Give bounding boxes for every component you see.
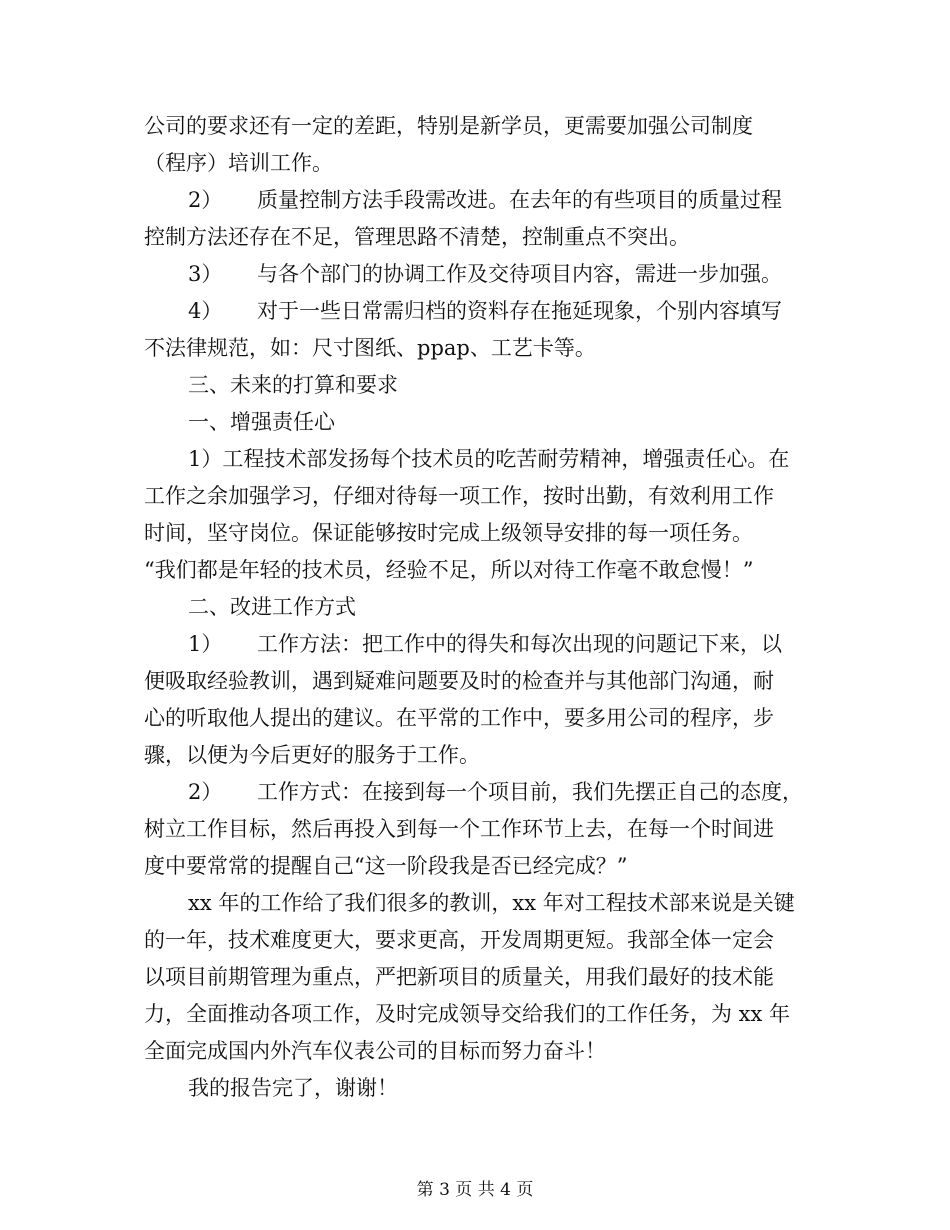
quote-line: “我们都是年轻的技术员，经验不足，所以对待工作毫不敢怠慢！” — [144, 558, 754, 582]
text-line: 便吸取经验教训，遇到疑难问题要及时的检查并与其他部门沟通，耐 — [144, 669, 774, 693]
text-line: 骤，以便为今后更好的服务于工作。 — [144, 743, 480, 767]
item-number: 4） — [188, 299, 223, 323]
item-text: 质量控制方法手段需改进。在去年的有些项目的质量过程 — [257, 188, 782, 212]
item-number: 2） — [188, 780, 223, 804]
text-line: 不法律规范，如：尺寸图纸、ppap、工艺卡等。 — [144, 336, 596, 360]
text-line: 度中要常常的提醒自己“这一阶段我是否已经完成？” — [144, 854, 628, 878]
item-number: 2） — [188, 188, 223, 212]
item-text: 工作方式：在接到每一个项目前，我们先摆正自己的态度， — [257, 780, 803, 804]
item-number: 1） — [188, 632, 223, 656]
text-line: （程序）培训工作。 — [144, 151, 333, 175]
item-text: 对于一些日常需归档的资料存在拖延现象，个别内容填写 — [257, 299, 782, 323]
text-line: 控制方法还存在不足，管理思路不清楚，控制重点不突出。 — [144, 225, 690, 249]
section-heading: 三、未来的打算和要求 — [188, 373, 398, 397]
item-number: 3） — [188, 262, 223, 286]
subsection-heading: 二、改进工作方式 — [188, 595, 356, 619]
numbered-line — [144, 626, 804, 663]
document-body — [144, 108, 804, 1107]
item-text: 工作方法：把工作中的得失和每次出现的问题记下来，以 — [257, 632, 782, 656]
text-line: 全面完成国内外汽车仪表公司的目标而努力奋斗！ — [144, 1039, 606, 1063]
text-line: 心的听取他人提出的建议。在平常的工作中，要多用公司的程序，步 — [144, 706, 774, 730]
numbered-line — [144, 256, 804, 293]
text-line: 1）工程技术部发扬每个技术员的吃苦耐劳精神，增强责任心。在 — [188, 447, 790, 471]
text-line: 公司的要求还有一定的差距，特别是新学员，更需要加强公司制度 — [144, 114, 753, 138]
subsection-heading: 一、增强责任心 — [188, 410, 335, 434]
item-text: 与各个部门的协调工作及交待项目内容，需进一步加强。 — [257, 262, 782, 286]
text-line: xx 年的工作给了我们很多的教训，xx 年对工程技术部来说是关键 — [188, 891, 795, 915]
text-line: 的一年，技术难度更大，要求更高，开发周期更短。我部全体一定会 — [144, 928, 774, 952]
text-line: 工作之余加强学习，仔细对待每一项工作，按时出勤，有效利用工作 — [144, 484, 774, 508]
text-line: 时间，坚守岗位。保证能够按时完成上级领导安排的每一项任务。 — [144, 521, 753, 545]
numbered-line — [144, 293, 804, 330]
page-number-footer: 第 3 页 共 4 页 — [416, 1180, 534, 1200]
text-line: 以项目前期管理为重点，严把新项目的质量关，用我们最好的技术能 — [144, 965, 774, 989]
closing-line: 我的报告完了，谢谢！ — [188, 1076, 398, 1100]
numbered-line — [144, 182, 804, 219]
numbered-line — [144, 774, 804, 811]
text-line: 力，全面推动各项工作，及时完成领导交给我们的工作任务，为 xx 年 — [144, 1002, 791, 1026]
text-line: 树立工作目标，然后再投入到每一个工作环节上去，在每一个时间进 — [144, 817, 774, 841]
